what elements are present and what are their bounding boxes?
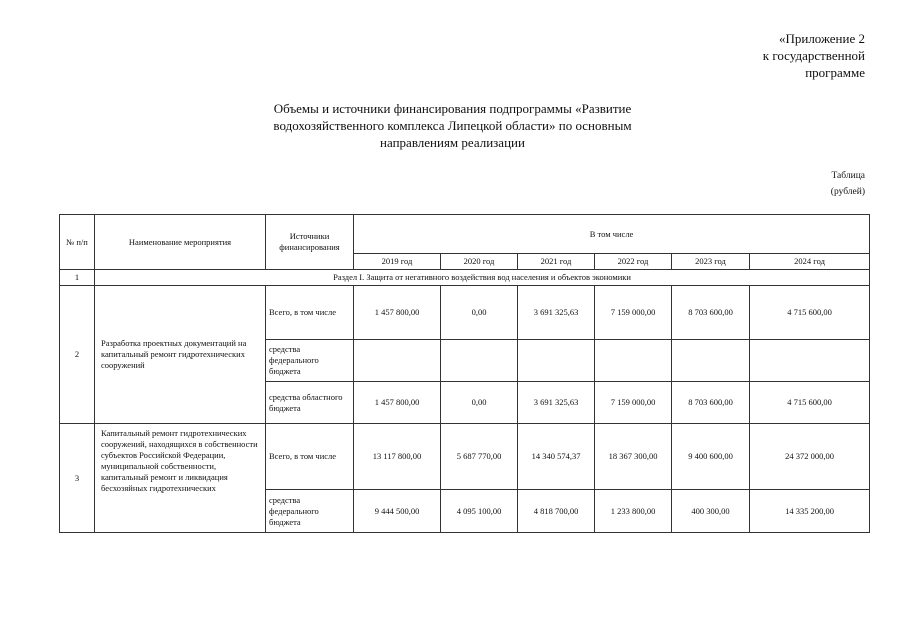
item2-federal-2019 [354, 340, 441, 382]
item3-name: Капитальный ремонт гидротехнических сооружений, находящихся в собственности субъектов Российской Федерации, муниципальной собственности, капитальный ремонт и ликвидация бесхозяйных гидротехнических [101, 428, 258, 493]
item2-regional-2019: 1 457 800,00 [354, 382, 441, 424]
title-line-3: направлениям реализации [380, 135, 525, 150]
table-caption [831, 168, 865, 200]
appendix-reference [763, 30, 865, 81]
item3-federal-2023: 400 300,00 [672, 490, 750, 533]
item3-federal-2019: 9 444 500,00 [354, 490, 441, 533]
table-row [60, 424, 870, 490]
header-year-2021: 2021 год [518, 254, 595, 270]
item2-total-2024: 4 715 600,00 [750, 286, 870, 340]
header-year-2019: 2019 год [354, 254, 441, 270]
appendix-line-2: к государственной [762, 48, 865, 63]
item3-total-2024: 24 372 000,00 [750, 424, 870, 490]
item3-name-cell [95, 424, 266, 533]
item3-source-total: Всего, в том числе [266, 424, 354, 490]
appendix-line-3: программе [805, 65, 865, 80]
item2-federal-2024 [750, 340, 870, 382]
item2-source-federal: средства федерального бюджета [266, 340, 354, 382]
item3-total-2022: 18 367 300,00 [595, 424, 672, 490]
financing-table [59, 214, 870, 533]
item2-regional-2021: 3 691 325,63 [518, 382, 595, 424]
table-units: (рублей) [830, 187, 865, 197]
section-number: 1 [60, 270, 95, 286]
item2-federal-2022 [595, 340, 672, 382]
title-line-2: водохозяйственного комплекса Липецкой области» по основным [273, 118, 632, 133]
item3-total-2021: 14 340 574,37 [518, 424, 595, 490]
item2-number: 2 [60, 286, 95, 424]
section-title: Раздел I. Защита от негативного воздействия вод населения и объектов экономики [95, 270, 870, 286]
item3-federal-2020: 4 095 100,00 [441, 490, 518, 533]
item3-total-2019: 13 117 800,00 [354, 424, 441, 490]
item2-federal-2020 [441, 340, 518, 382]
header-row-1 [60, 215, 870, 254]
title-line-1: Объемы и источники финансирования подпрограммы «Развитие [273, 101, 632, 116]
item2-total-2020: 0,00 [441, 286, 518, 340]
item2-federal-2023 [672, 340, 750, 382]
appendix-line-1: «Приложение 2 [778, 31, 865, 46]
item3-federal-2022: 1 233 800,00 [595, 490, 672, 533]
item2-regional-2022: 7 159 000,00 [595, 382, 672, 424]
item2-source-total: Всего, в том числе [266, 286, 354, 340]
item3-source-federal: средства федерального бюджета [266, 490, 354, 533]
item2-name: Разработка проектных документаций на капитальный ремонт гидротехнических сооружений [95, 286, 266, 424]
header-year-2023: 2023 год [672, 254, 750, 270]
item3-total-2020: 5 687 770,00 [441, 424, 518, 490]
item2-total-2021: 3 691 325,63 [518, 286, 595, 340]
header-name: Наименование мероприятия [95, 215, 266, 270]
header-year-2022: 2022 год [595, 254, 672, 270]
item2-federal-2021 [518, 340, 595, 382]
section-row [60, 270, 870, 286]
header-year-2024: 2024 год [750, 254, 870, 270]
header-year-2020: 2020 год [441, 254, 518, 270]
header-number: № п/п [60, 215, 95, 270]
item3-number: 3 [60, 424, 95, 533]
item3-total-2023: 9 400 600,00 [672, 424, 750, 490]
document-title [0, 100, 905, 151]
table-label: Таблица [831, 171, 865, 181]
item3-federal-2021: 4 818 700,00 [518, 490, 595, 533]
item2-regional-2023: 8 703 600,00 [672, 382, 750, 424]
header-including: В том числе [354, 215, 870, 254]
item3-federal-2024: 14 335 200,00 [750, 490, 870, 533]
item2-total-2022: 7 159 000,00 [595, 286, 672, 340]
table-row [60, 286, 870, 340]
item2-regional-2020: 0,00 [441, 382, 518, 424]
item2-source-regional: средства областного бюджета [266, 382, 354, 424]
item2-total-2019: 1 457 800,00 [354, 286, 441, 340]
header-source: Источники финансирования [266, 215, 354, 270]
item2-total-2023: 8 703 600,00 [672, 286, 750, 340]
item2-regional-2024: 4 715 600,00 [750, 382, 870, 424]
